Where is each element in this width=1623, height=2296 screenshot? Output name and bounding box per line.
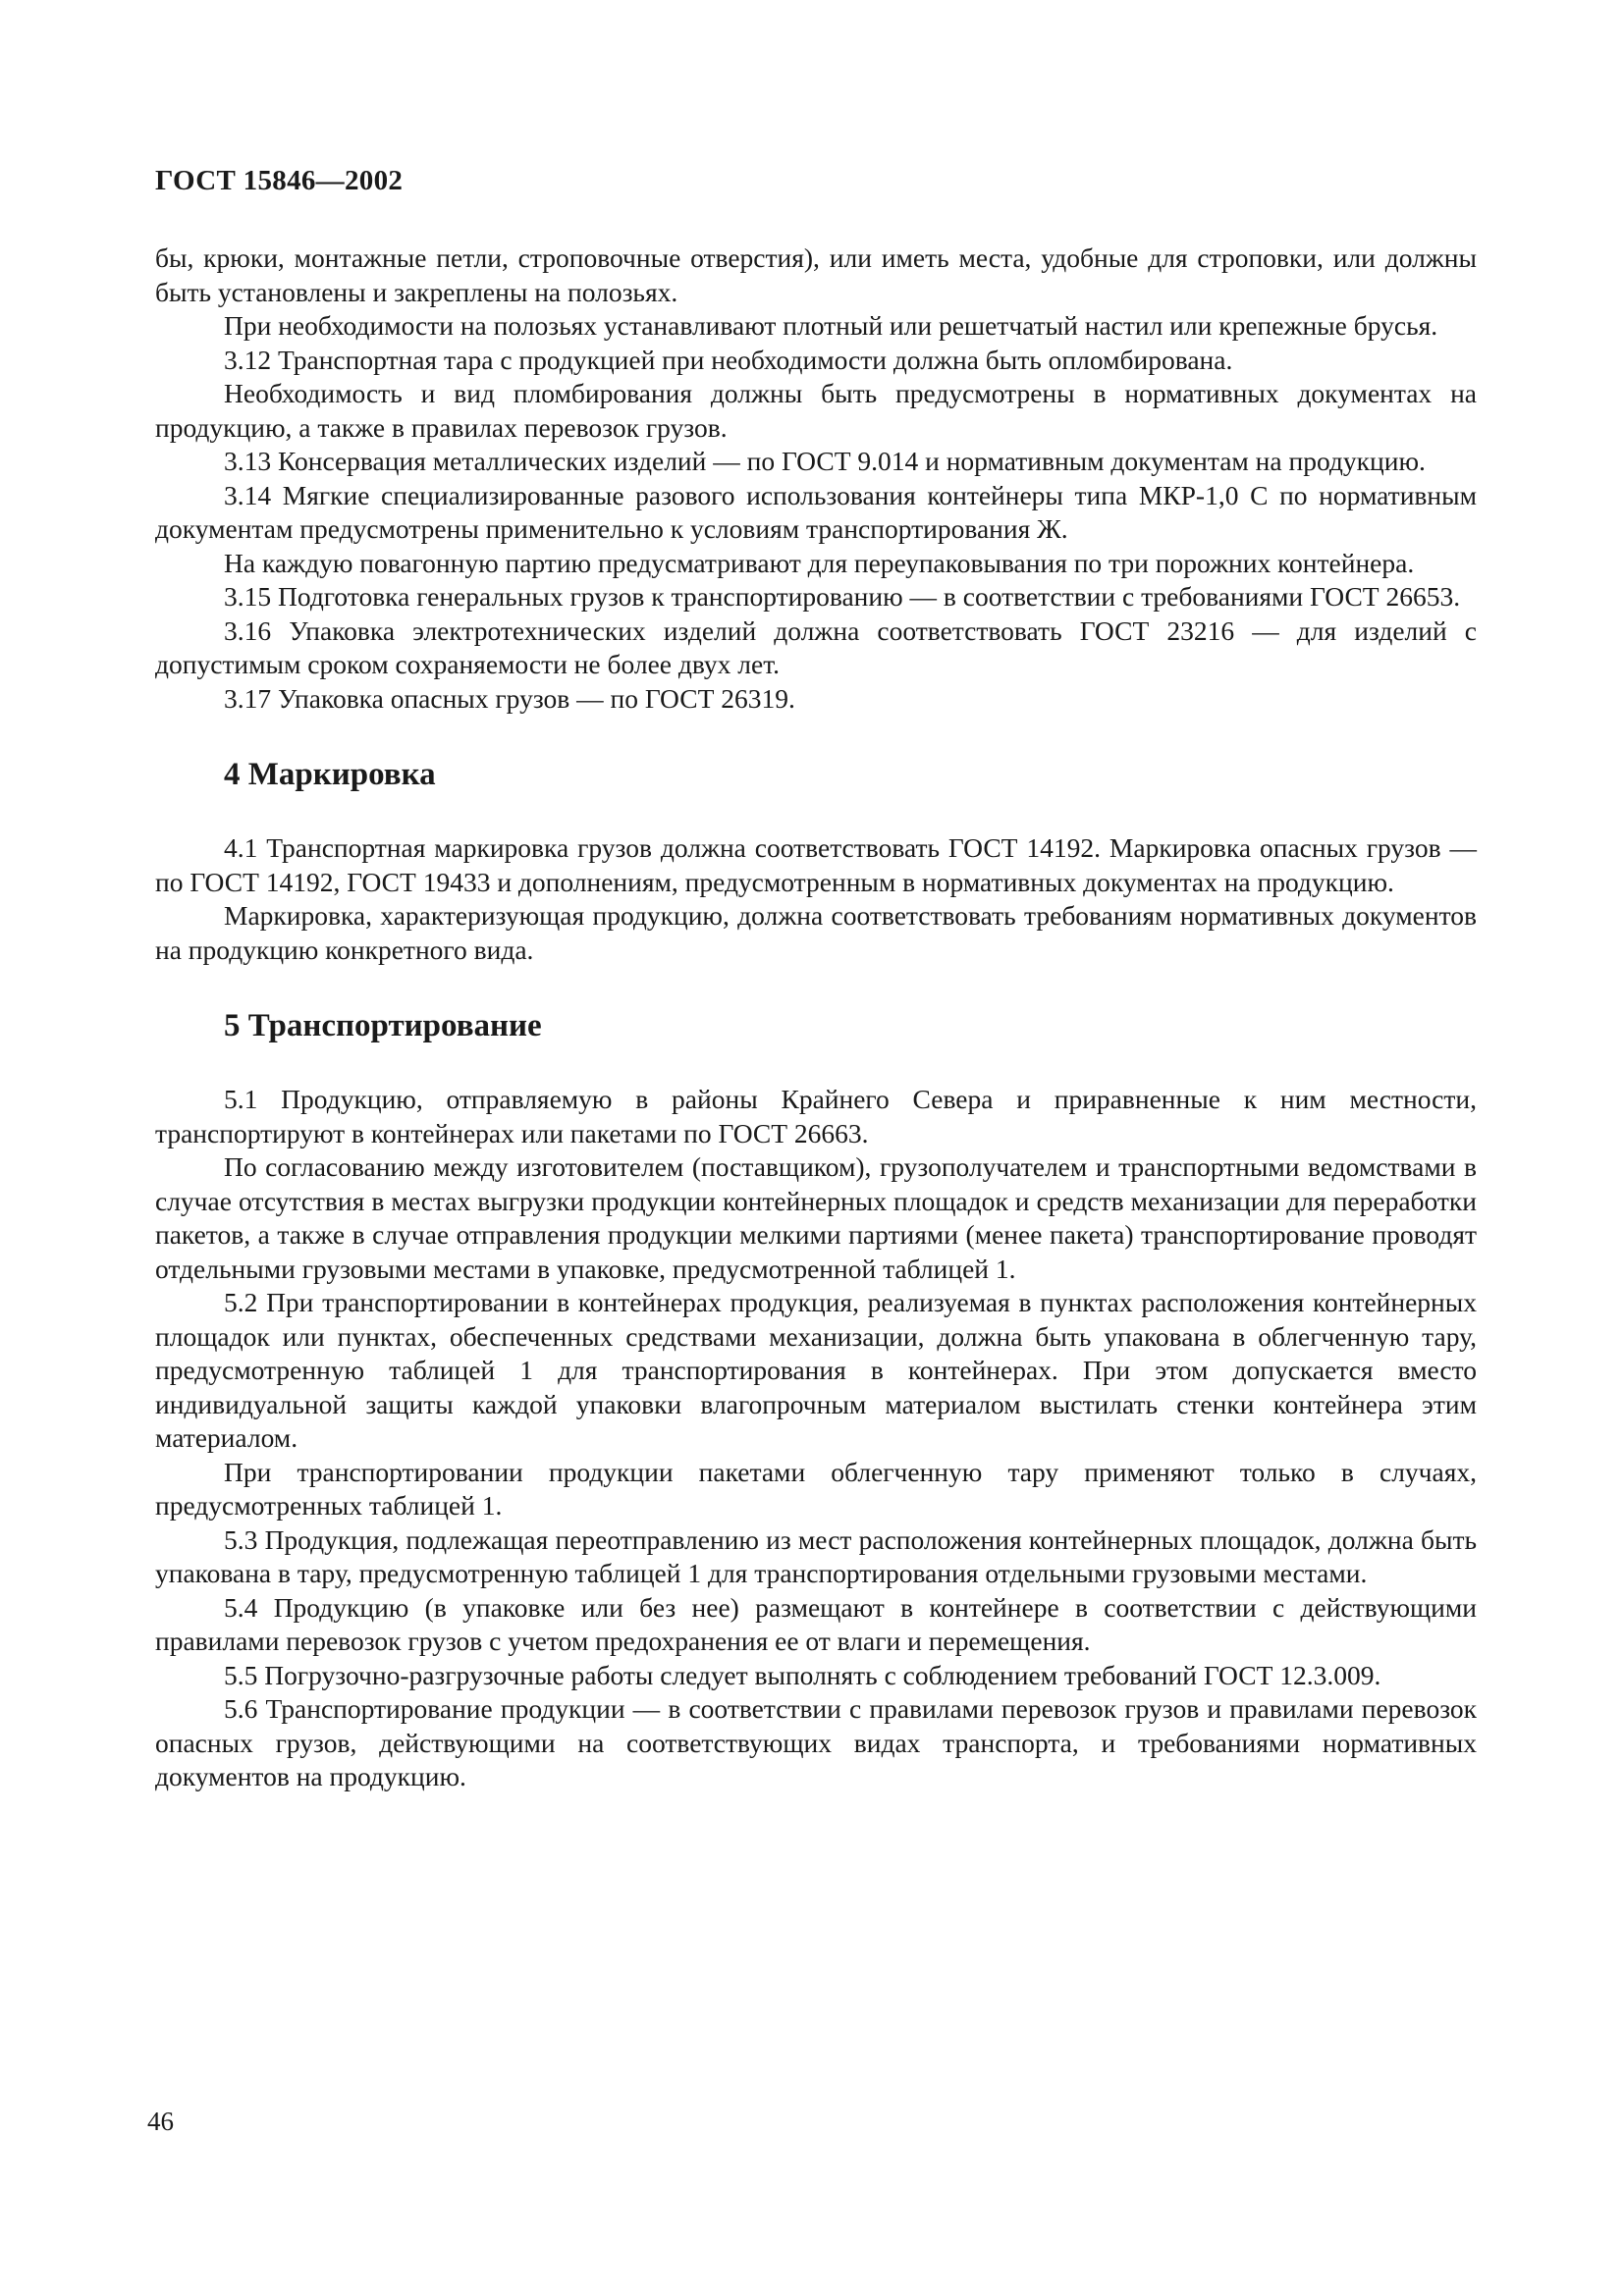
document-body (155, 241, 1477, 1794)
section-heading-marking: 4 Маркировка (224, 757, 436, 792)
paragraph: На каждую повагонную партию предусматривают для переупаковывания по три порожних контейнера. (224, 547, 1415, 578)
paragraph-clause-5-6: 5.6 Транспортирование продукции — в соответствии с правилами перевозок грузов и правилами перевозок опасных грузов, действующими на соответствующих видах транспорта, и требованиями нормативных документов на продукцию. (155, 1693, 1477, 1791)
paragraph: Маркировка, характеризующая продукцию, должна соответствовать требованиям нормативных документов на продукцию конкретного вида. (155, 900, 1477, 965)
section-heading-transportation: 5 Транспортирование (224, 1008, 542, 1043)
paragraph-clause-3-16: 3.16 Упаковка электротехнических изделий должна соответствовать ГОСТ 23216 — для изделий с допустимым сроком сохраняемости не более двух лет. (155, 614, 1477, 679)
paragraph-clause-3-13: 3.13 Консервация металлических изделий — по ГОСТ 9.014 и нормативным документам на продукцию. (224, 446, 1426, 476)
paragraph-clause-5-3: 5.3 Продукция, подлежащая переотправлению из мест расположения контейнерных площадок, должна быть упакована в тару, предусмотренную таблицей 1 для транспортирования отдельными грузовыми местами. (155, 1523, 1477, 1588)
paragraph: бы, крюки, монтажные петли, строповочные отверстия), или иметь места, удобные для строповки, или должны быть установлены и закреплены на полозьях. (155, 242, 1477, 307)
paragraph-clause-3-17: 3.17 Упаковка опасных грузов — по ГОСТ 26319. (224, 682, 795, 714)
paragraph-clause-3-15: 3.15 Подготовка генеральных грузов к транспортированию — в соответствии с требованиями ГОСТ 26653. (224, 581, 1461, 612)
paragraph: По согласованию между изготовителем (поставщиком), грузополучателем и транспортными ведомствами в случае отсутствия в местах выгрузки продукции контейнерных площадок и средств механизации для переработки пакетов, а также в случае отправления продукции мелкими партиями (менее пакета) транспортирование проводят отдельными грузовыми местами в упаковке, предусмотренной таблицей 1. (155, 1151, 1477, 1284)
paragraph-clause-5-1: 5.1 Продукцию, отправляемую в районы Крайнего Севера и приравненные к ним местности, транспортируют в контейнерах или пакетами по ГОСТ 26663. (155, 1084, 1477, 1148)
paragraph-clause-4-1: 4.1 Транспортная маркировка грузов должна соответствовать ГОСТ 14192. Маркировка опасных грузов — по ГОСТ 14192, ГОСТ 19433 и дополнениям, предусмотренным в нормативных документах на продукцию. (155, 832, 1477, 897)
paragraph-clause-3-12: 3.12 Транспортная тара с продукцией при необходимости должна быть опломбирована. (224, 344, 1233, 375)
page-number: 46 (147, 2107, 174, 2136)
paragraph-clause-5-2: 5.2 При транспортировании в контейнерах продукция, реализуемая в пунктах расположения контейнерных площадок или пунктах, обеспеченных средствами механизации, должна быть упакована в облегченную тару, предусмотренную таблицей 1 для транспортирования в контейнерах. При этом допускается вместо индивидуальной защиты каждой упаковки влагопрочным материалом выстилать стенки контейнера этим материалом. (155, 1287, 1477, 1453)
paragraph-clause-5-4: 5.4 Продукцию (в упаковке или без нее) размещают в контейнере в соответствии с действующими правилами перевозок грузов с учетом предохранения ее от влаги и перемещения. (155, 1591, 1477, 1656)
paragraph-clause-3-14: 3.14 Мягкие специализированные разового использования контейнеры типа МКР-1,0 С по нормативным документам предусмотрены применительно к условиям транспортирования Ж. (155, 479, 1477, 544)
paragraph: При необходимости на полозьях устанавливают плотный или решетчатый настил или крепежные брусья. (224, 310, 1438, 341)
paragraph: При транспортировании продукции пакетами облегченную тару применяют только в случаях, предусмотренных таблицей 1. (155, 1456, 1477, 1521)
paragraph: Необходимость и вид пломбирования должны быть предусмотрены в нормативных документах на продукцию, а также в правилах перевозок грузов. (155, 378, 1477, 443)
paragraph-clause-5-5: 5.5 Погрузочно-разгрузочные работы следует выполнять с соблюдением требований ГОСТ 12.3.009. (224, 1659, 1381, 1690)
document-code-header: ГОСТ 15846—2002 (155, 165, 404, 196)
